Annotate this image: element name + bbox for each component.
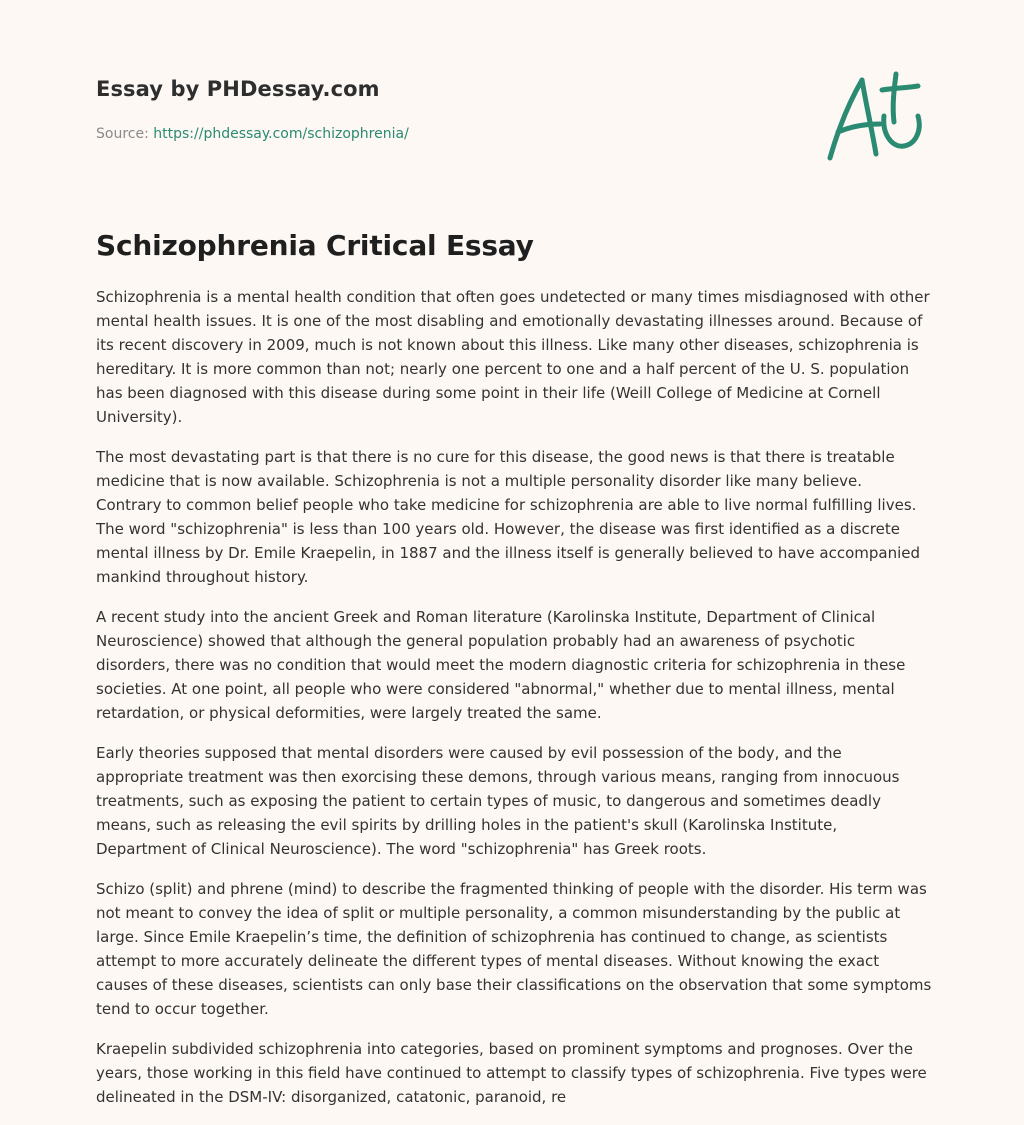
essay-paragraph: Early theories supposed that mental disorders were caused by evil possession of the body, and the appropriate treatment was then exorcising these demons, through various means, ranging from innocuous treatments, such as exposing the patient to certain types of music, to dangerous and sometimes deadly means, such as releasing the evil spirits by drilling holes in the patient's skull (Karolinska Institute, Department of Clinical Neuroscience). The word "schizophrenia" has Greek roots. [96,744,900,858]
source-link[interactable]: https://phdessay.com/schizophrenia/ [153,126,409,142]
source-line [96,124,796,144]
essay-paragraph: Schizophrenia is a mental health condition that often goes undetected or many times misdiagnosed with other mental health issues. It is one of the most disabling and emotionally devastating illnesses around. Because of its recent discovery in 2009, much is not known about this illness. Like many other diseases, schizophrenia is hereditary. It is more common than not; nearly one percent to one and a half percent of the U. S. population has been diagnosed with this disease during some point in their life (Weill College of Medicine at Cornell University). [96,288,930,426]
essay-paragraph: The most devastating part is that there is no cure for this disease, the good news is that there is treatable medicine that is now available. Schizophrenia is not a multiple personality disorder like many believe. Contrary to common belief people who take medicine for schizophrenia are able to live normal fulfilling lives. The word "schizophrenia" is less than 100 years old. However, the disease was first identified as a discrete mental illness by Dr. Emile Kraepelin, in 1887 and the illness itself is generally believed to have accompanied mankind throughout history. [96,448,921,586]
essay-body [96,285,932,1125]
essay-paragraph: A recent study into the ancient Greek and Roman literature (Karolinska Institute, Department of Clinical Neuroscience) showed that although the general population probably had an awareness of psychotic disorders, there was no condition that would meet the modern diagnostic criteria for schizophrenia in these societies. At one point, all people who were considered "abnormal," whether due to mental illness, mental retardation, or physical deformities, were largely treated the same. [96,608,906,722]
essay-paragraph: Schizo (split) and phrene (mind) to describe the fragmented thinking of people with the disorder. His term was not meant to convey the idea of split or multiple personality, a common misunderstanding by the public at large. Since Emile Kraepelin’s time, the definition of schizophrenia has continued to change, as scientists attempt to more accurately delineate the different types of mental diseases. Without knowing the exact causes of these diseases, scientists can only base their classifications on the observation that some symptoms tend to occur together. [96,880,932,1018]
site-brand: Essay by PHDessay.com [96,77,380,101]
a-plus-logo-icon [822,68,928,164]
essay-paragraph: Kraepelin subdivided schizophrenia into categories, based on prominent symptoms and prognoses. Over the years, those working in this field have continued to attempt to classify types of schizophrenia. Five types were delineated in the DSM-IV: disorganized, catatonic, paranoid, re [96,1040,927,1106]
source-label: Source: [96,126,149,142]
page-header [96,74,796,144]
essay-title: Schizophrenia Critical Essay [96,229,534,262]
